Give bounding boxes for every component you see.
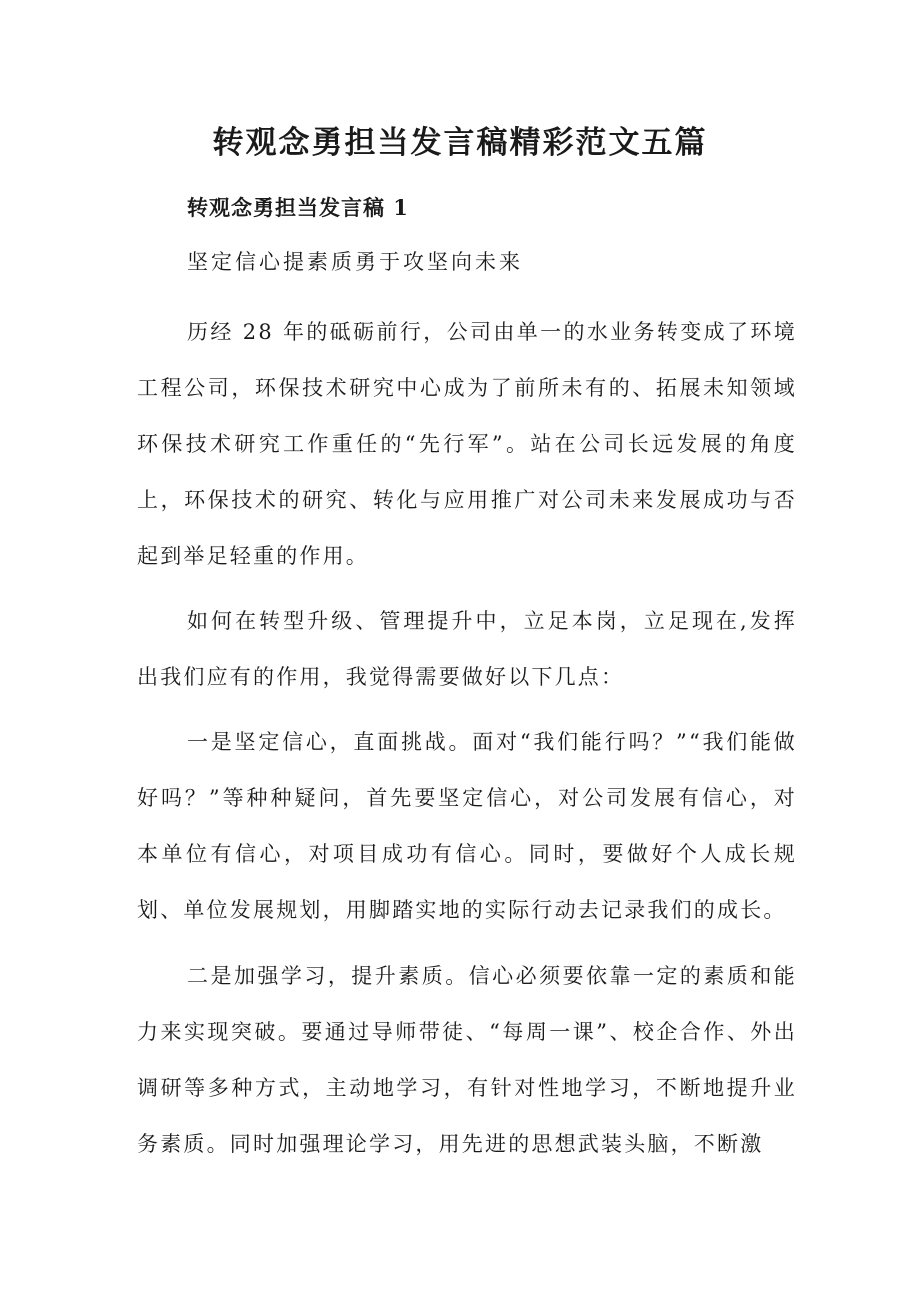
document-title: 转观念勇担当发言稿精彩范文五篇	[212, 125, 708, 161]
paragraph-point-one: 一是坚定信心，直面挑战。面对“我们能行吗？”“我们能做好吗？”等种种疑问，首先要坚定信心，对公司发展有信心，对本单位有信心，对项目成功有信心。同时，要做好个人成长规划、单位发展规划，用脚踏实地的实际行动去记录我们的成长。	[137, 730, 797, 922]
paragraph-intro: 历经 28 年的砥砺前行，公司由单一的水业务转变成了环境工程公司，环保技术研究中心成为了前所未有的、拓展未知领域环保技术研究工作重任的“先行军”。站在公司长远发展的角度上，环保技术的研究、转化与应用推广对公司未来发展成功与否起到举足轻重的作用。	[137, 320, 797, 568]
section-heading: 转观念勇担当发言稿 1	[187, 195, 409, 220]
paragraph-question: 如何在转型升级、管理提升中，立足本岗，立足现在,发挥出我们应有的作用，我觉得需要做好以下几点：	[137, 609, 797, 689]
speech-subtitle: 坚定信心提素质勇于攻坚向未来	[187, 250, 523, 274]
paragraph-point-two: 二是加强学习，提升素质。信心必须要依靠一定的素质和能力来实现突破。要通过导师带徒、“每周一课”、校企合作、外出调研等多种方式，主动地学习，有针对性地学习，不断地提升业务素质。同时加强理论学习，用先进的思想武装头脑，不断激	[137, 964, 797, 1156]
